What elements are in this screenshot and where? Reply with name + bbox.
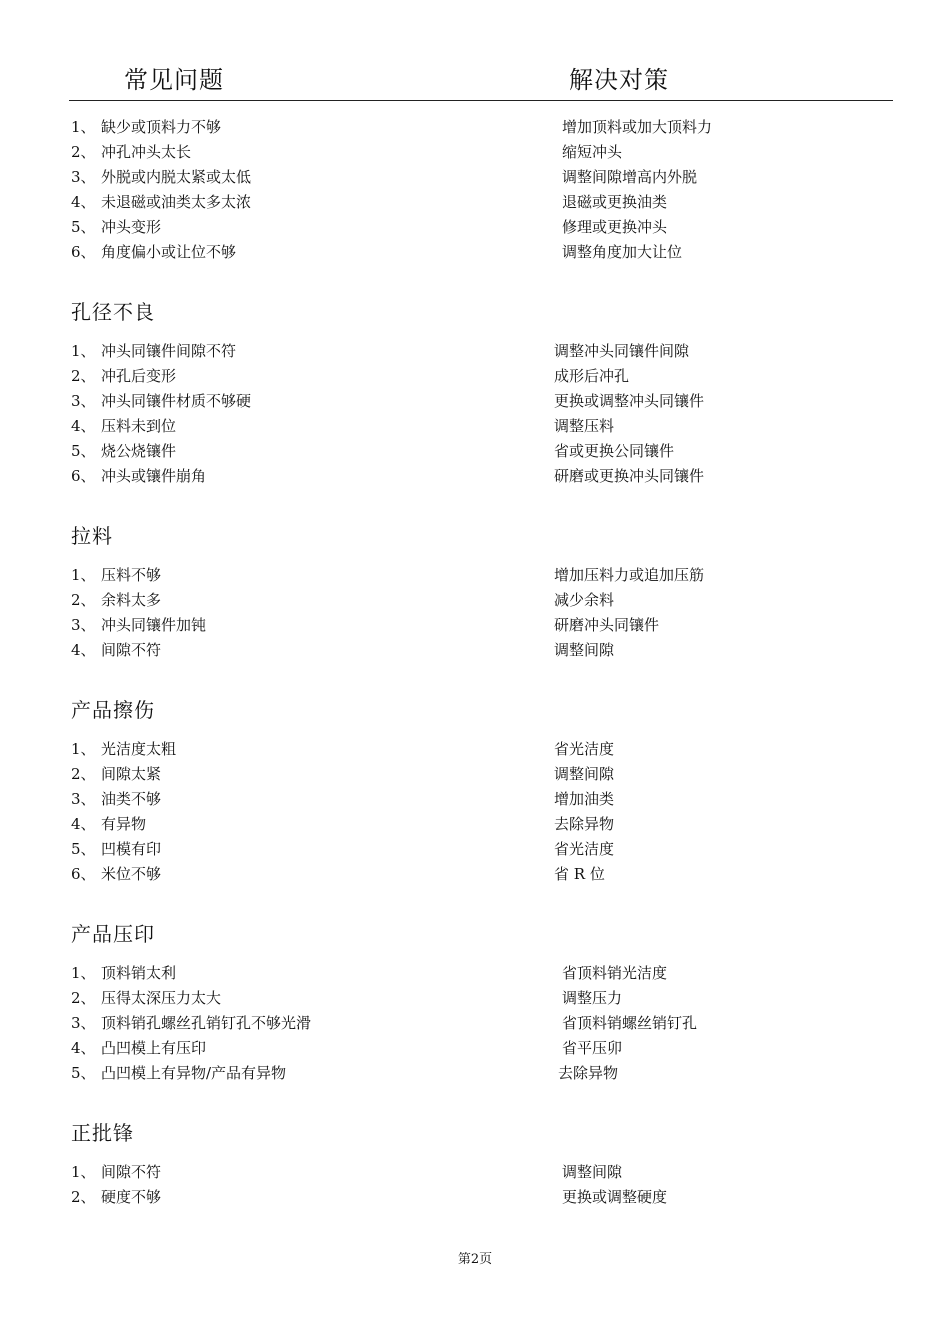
- solution-text: 省光洁度: [554, 740, 615, 758]
- section-title: 正批锋: [71, 1121, 134, 1145]
- problem-text: 凸凹模上有压印: [101, 1039, 207, 1057]
- solution-text: 更换或调整冲头同镶件: [554, 392, 705, 410]
- header-divider: [69, 100, 893, 101]
- list-item: [0, 364, 950, 389]
- item-number: 2、: [71, 143, 96, 161]
- section-title: 孔径不良: [71, 300, 155, 324]
- solution-text: 调整间隙: [562, 1163, 623, 1181]
- list-item: [0, 240, 950, 265]
- solution-text: 退磁或更换油类: [562, 193, 668, 211]
- problem-text: 顶料销孔螺丝孔销钉孔不够光滑: [101, 1014, 312, 1032]
- list-item: [0, 115, 950, 140]
- list-item: [0, 1011, 950, 1036]
- problem-text: 冲头变形: [101, 218, 162, 236]
- list-item: [0, 190, 950, 215]
- item-number: 3、: [71, 790, 96, 808]
- solution-text: 增加顶料或加大顶料力: [562, 118, 713, 136]
- solution-text: 调整压料: [554, 417, 615, 435]
- list-item: [0, 1160, 950, 1185]
- solution-text: 省或更换公同镶件: [554, 442, 675, 460]
- section-title: 产品擦伤: [71, 698, 155, 722]
- item-number: 1、: [71, 740, 96, 758]
- problem-text: 角度偏小或让位不够: [101, 243, 237, 261]
- problem-text: 未退磁或油类太多太浓: [101, 193, 252, 211]
- solution-text: 研磨或更换冲头同镶件: [554, 467, 705, 485]
- item-number: 3、: [71, 1014, 96, 1032]
- solution-text: 去除异物: [558, 1064, 619, 1082]
- problem-text: 冲孔后变形: [101, 367, 177, 385]
- item-number: 6、: [71, 467, 96, 485]
- solution-text: 调整冲头同镶件间隙: [554, 342, 690, 360]
- list-item: [0, 961, 950, 986]
- solution-text: 修理或更换冲头: [562, 218, 668, 236]
- list-item: [0, 837, 950, 862]
- list-item: [0, 439, 950, 464]
- page-number: 第2页: [457, 1252, 493, 1267]
- page-header: [0, 56, 950, 100]
- problem-text: 间隙不符: [101, 641, 162, 659]
- problem-text: 间隙不符: [101, 1163, 162, 1181]
- list-item: [0, 787, 950, 812]
- item-number: 3、: [71, 616, 96, 634]
- item-number: 5、: [71, 840, 96, 858]
- problem-text: 余料太多: [101, 591, 162, 609]
- item-number: 4、: [71, 1039, 96, 1057]
- item-number: 1、: [71, 1163, 96, 1181]
- problem-text: 冲头同镶件加钝: [101, 616, 207, 634]
- list-item: [0, 215, 950, 240]
- item-number: 1、: [71, 118, 96, 136]
- item-number: 6、: [71, 865, 96, 883]
- solution-text: 调整间隙: [554, 641, 615, 659]
- list-item: [0, 588, 950, 613]
- solution-text: 更换或调整硬度: [562, 1188, 668, 1206]
- item-number: 2、: [71, 591, 96, 609]
- list-item: [0, 1061, 950, 1086]
- problem-text: 烧公烧镶件: [101, 442, 177, 460]
- problem-text: 油类不够: [101, 790, 162, 808]
- solution-text: 调整间隙: [554, 765, 615, 783]
- problem-text: 凸凹模上有异物/产品有异物: [101, 1064, 287, 1082]
- problem-text: 压得太深压力太大: [101, 989, 222, 1007]
- header-common-problems: 常见问题: [124, 66, 224, 94]
- problem-text: 冲头同镶件间隙不符: [101, 342, 237, 360]
- solution-text: 调整角度加大让位: [562, 243, 683, 261]
- header-solutions: 解决对策: [569, 66, 669, 94]
- list-item: [0, 339, 950, 364]
- solution-text: 减少余料: [554, 591, 615, 609]
- solution-text: 缩短冲头: [562, 143, 623, 161]
- problem-text: 压料不够: [101, 566, 162, 584]
- problem-text: 冲头同镶件材质不够硬: [101, 392, 252, 410]
- list-item: [0, 613, 950, 638]
- item-number: 1、: [71, 342, 96, 360]
- solution-text: 去除异物: [554, 815, 615, 833]
- solution-text: 成形后冲孔: [554, 367, 630, 385]
- problem-text: 硬度不够: [101, 1188, 162, 1206]
- problem-text: 光洁度太粗: [101, 740, 177, 758]
- item-number: 5、: [71, 218, 96, 236]
- item-number: 1、: [71, 566, 96, 584]
- solution-text: 省平压卯: [562, 1039, 623, 1057]
- problem-text: 压料未到位: [101, 417, 177, 435]
- solution-text: 增加压料力或追加压筋: [554, 566, 705, 584]
- solution-text: 省顶料销光洁度: [562, 964, 668, 982]
- problem-text: 米位不够: [101, 865, 162, 883]
- problem-text: 外脱或内脱太紧或太低: [101, 168, 252, 186]
- solution-text: 调整间隙增高内外脱: [562, 168, 698, 186]
- item-number: 3、: [71, 392, 96, 410]
- list-item: [0, 638, 950, 663]
- item-number: 4、: [71, 641, 96, 659]
- problem-text: 间隙太紧: [101, 765, 162, 783]
- list-item: [0, 986, 950, 1011]
- solution-text: 省光洁度: [554, 840, 615, 858]
- list-item: [0, 1036, 950, 1061]
- list-item: [0, 1185, 950, 1210]
- item-number: 4、: [71, 193, 96, 211]
- item-number: 4、: [71, 417, 96, 435]
- list-item: [0, 464, 950, 489]
- solution-text: 省 R 位: [554, 865, 605, 883]
- solution-text: 增加油类: [554, 790, 615, 808]
- problem-text: 凹模有印: [101, 840, 162, 858]
- list-item: [0, 414, 950, 439]
- item-number: 6、: [71, 243, 96, 261]
- solution-text: 省顶料销螺丝销钉孔: [562, 1014, 698, 1032]
- item-number: 1、: [71, 964, 96, 982]
- section-title: 产品压印: [71, 922, 155, 946]
- problem-text: 有异物: [101, 815, 147, 833]
- list-item: [0, 140, 950, 165]
- problem-text: 缺少或顶料力不够: [101, 118, 222, 136]
- list-item: [0, 563, 950, 588]
- list-item: [0, 165, 950, 190]
- item-number: 2、: [71, 765, 96, 783]
- list-item: [0, 862, 950, 887]
- list-item: [0, 737, 950, 762]
- item-number: 5、: [71, 1064, 96, 1082]
- item-number: 2、: [71, 989, 96, 1007]
- item-number: 5、: [71, 442, 96, 460]
- item-number: 3、: [71, 168, 96, 186]
- section-title: 拉料: [71, 524, 113, 548]
- item-number: 2、: [71, 1188, 96, 1206]
- solution-text: 调整压力: [562, 989, 623, 1007]
- list-item: [0, 762, 950, 787]
- list-item: [0, 812, 950, 837]
- problem-text: 冲孔冲头太长: [101, 143, 192, 161]
- list-item: [0, 389, 950, 414]
- problem-text: 冲头或镶件崩角: [101, 467, 207, 485]
- solution-text: 研磨冲头同镶件: [554, 616, 660, 634]
- item-number: 2、: [71, 367, 96, 385]
- item-number: 4、: [71, 815, 96, 833]
- problem-text: 顶料销太利: [101, 964, 177, 982]
